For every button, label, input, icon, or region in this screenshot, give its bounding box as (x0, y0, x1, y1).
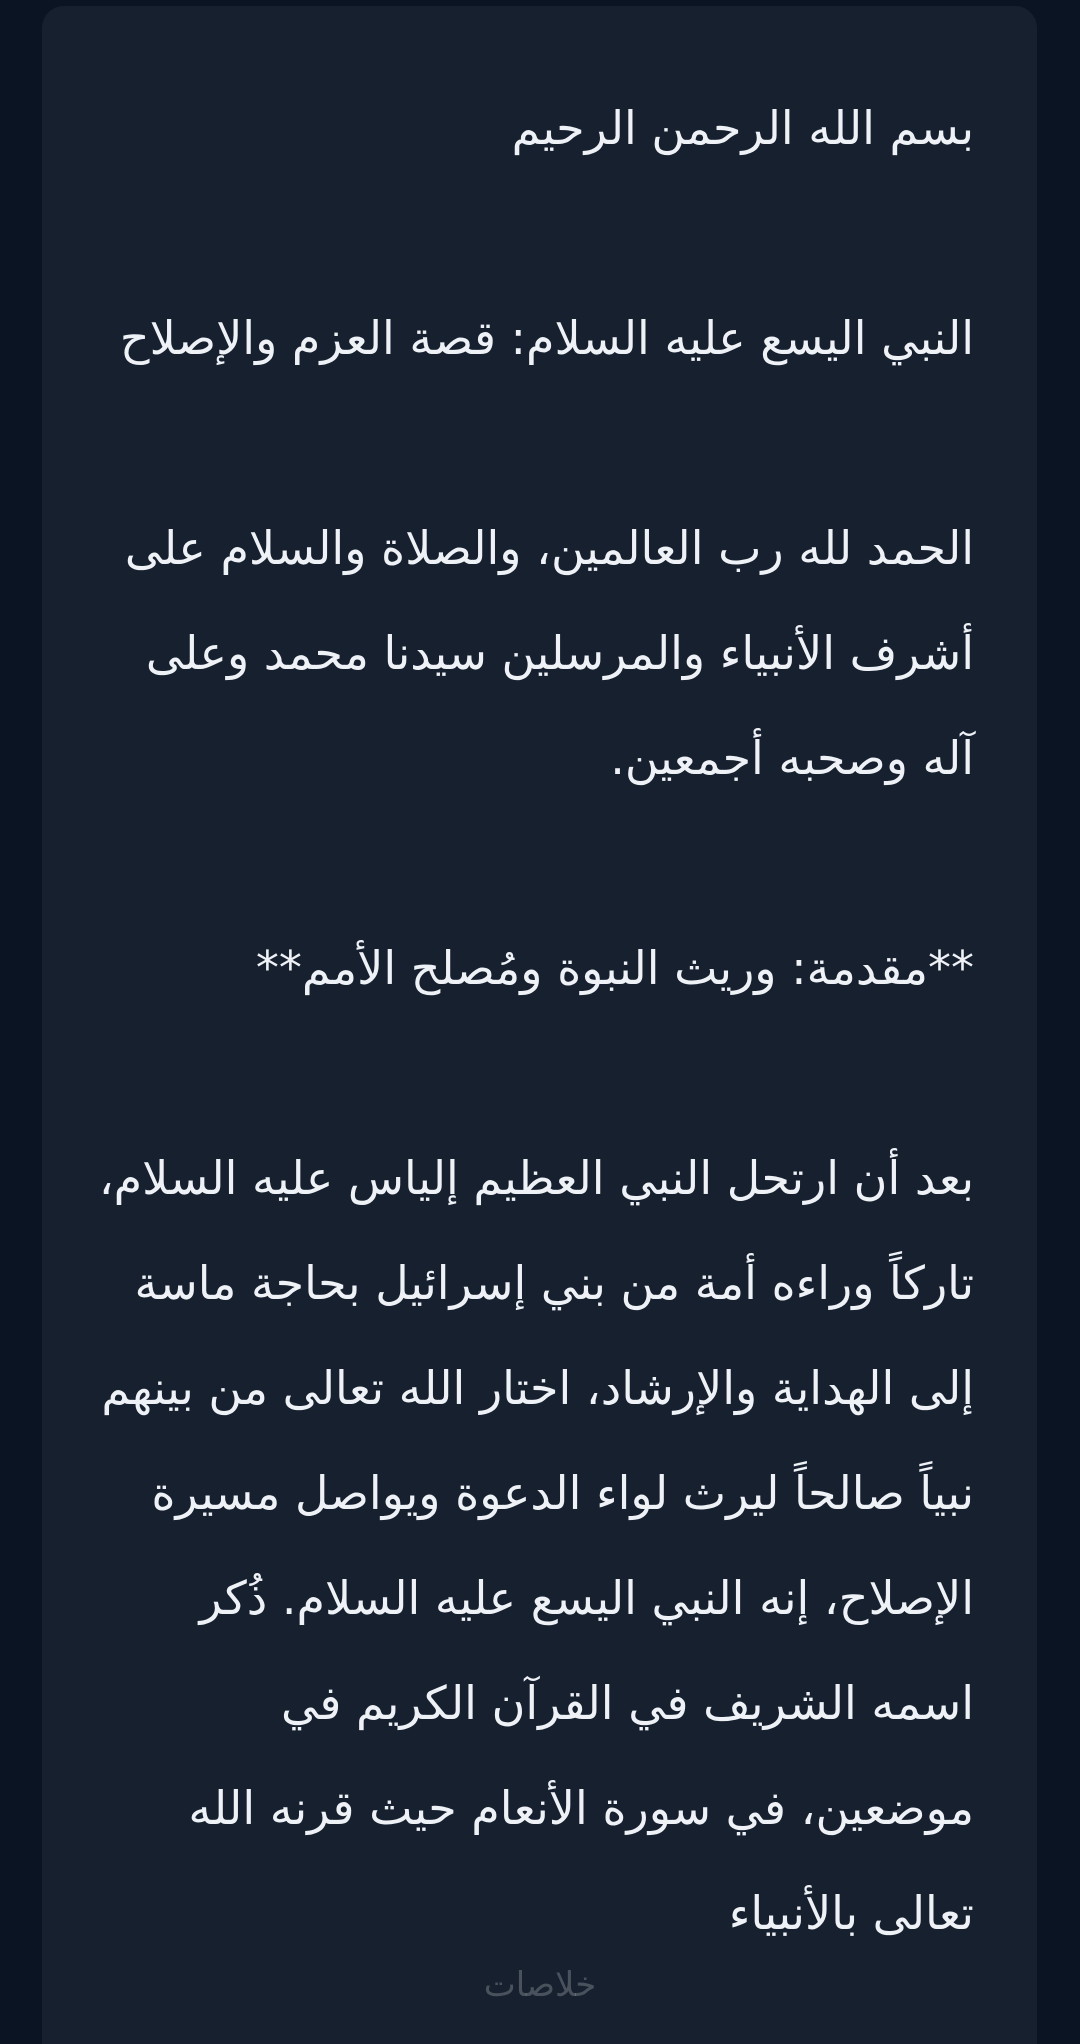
article-title: النبي اليسع عليه السلام: قصة العزم والإصلاح (119, 311, 974, 365)
article-content (94, 76, 974, 2044)
praise-paragraph: الحمد لله رب العالمين، والصلاة والسلام على أشرف الأنبياء والمرسلين سيدنا محمد وعلى آله وصحبه أجمعين. (124, 521, 974, 785)
section-heading: **مقدمة: وريث النبوة ومُصلح الأمم** (255, 941, 974, 995)
message-card (42, 6, 1037, 2044)
basmala-text: بسم الله الرحمن الرحيم (511, 101, 974, 155)
body-paragraph: بعد أن ارتحل النبي العظيم إلياس عليه السلام، تاركاً وراءه أمة من بني إسرائيل بحاجة ماسة إلى الهداية والإرشاد، اختار الله تعالى من بينهم نبياً صالحاً ليرث لواء الدعوة ويواصل مسيرة الإصلاح، إنه النبي اليسع عليه السلام. ذُكر اسمه الشريف في القرآن الكريم في موضعين، في سورة الأنعام حيث قرنه الله تعالى بالأنبياء (98, 1151, 974, 1940)
watermark-text: خلاصات (483, 1965, 597, 2005)
